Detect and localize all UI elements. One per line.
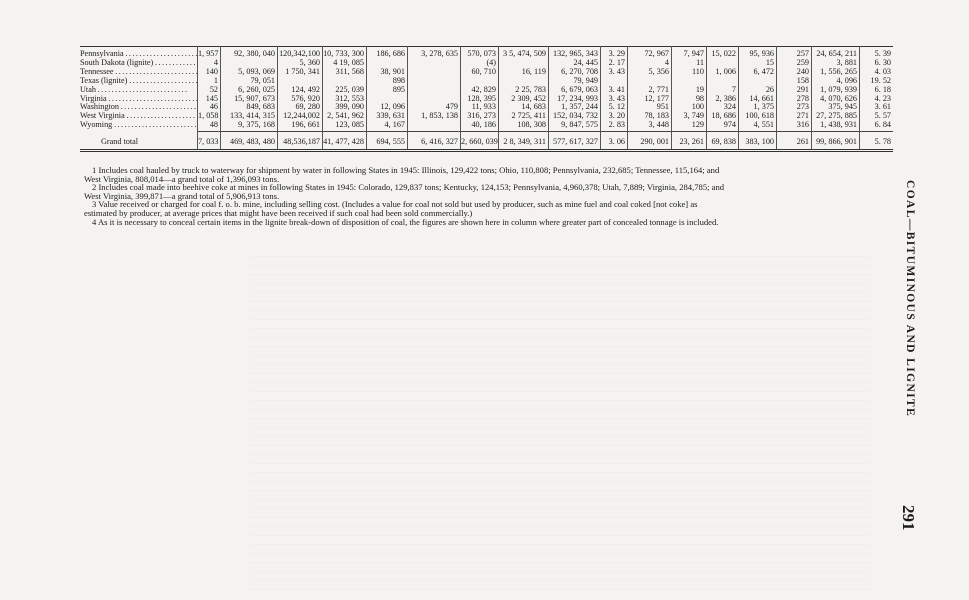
table-cell: 694, 555 — [376, 137, 405, 147]
table-cell: 3, 749 — [683, 111, 704, 121]
table-cell: 145 — [205, 93, 218, 103]
table-cell: 3. 29 — [608, 49, 625, 58]
table-cell: 5, 093, 069 — [238, 66, 275, 76]
table-cell: 6. 30 — [874, 57, 891, 67]
table-cell: 2 25, 783 — [515, 84, 546, 94]
table-cell: 60, 710 — [471, 66, 496, 76]
table-cell: 311, 568 — [335, 66, 364, 76]
table-cell: 1, 079, 939 — [820, 84, 857, 94]
column-separator — [548, 46, 549, 149]
footnote-2: 2 Includes coal made into beehive coke at mines in following States in 1945: Colorado, 129,837 tons; Kentucky, 124,153; Pennsylvania, 4,960,378; Utah, 7,889; Virginia, 284,785; and — [92, 182, 725, 193]
table-cell: 6. 18 — [874, 84, 891, 94]
table-cell: 4. 03 — [874, 66, 891, 76]
running-head: COAL—BITUMINOUS AND LIGNITE — [904, 180, 916, 418]
state-name: West Virginia . . . — [80, 111, 197, 120]
table-cell: 6, 679, 063 — [561, 84, 598, 94]
table-cell: 849, 683 — [246, 102, 275, 112]
table-cell: 2 725, 411 — [511, 111, 546, 121]
table-cell: 128, 395 — [467, 93, 496, 103]
table-cell: 4, 167 — [384, 120, 405, 130]
table-cell: 577, 617, 327 — [552, 137, 598, 147]
table-cell: 2, 771 — [648, 84, 669, 94]
state-name: Texas (lignite) . . . — [80, 76, 197, 85]
table-cell: 11, 933 — [471, 102, 496, 112]
table-cell: 4 — [213, 57, 218, 67]
column-separator — [498, 46, 499, 149]
table-row — [80, 67, 893, 76]
table-cell: 15, 907, 673 — [234, 93, 275, 103]
state-name: Tennessee . . . — [80, 67, 197, 76]
table-cell: 100 — [691, 102, 704, 112]
table-cell: 3. 43 — [608, 93, 625, 103]
table-cell: 576, 920 — [291, 93, 320, 103]
table-cell: 14, 661 — [749, 93, 774, 103]
state-name: Washington . . . — [80, 102, 197, 111]
table-cell: 6, 416, 327 — [421, 137, 458, 147]
footnote-1-continued: West Virginia, 808,014—a grand total of 1,396,093 tons. — [84, 173, 280, 184]
table-cell: 273 — [796, 102, 809, 112]
table-cell: 271 — [796, 111, 809, 121]
table-cell: 24, 445 — [573, 57, 598, 67]
table-cell: 133, 414, 315 — [229, 111, 275, 121]
table-cell: 951 — [656, 102, 669, 112]
table-cell: 4. 23 — [874, 93, 891, 103]
column-separator — [322, 46, 323, 149]
table-cell: 48 — [209, 120, 218, 130]
table-cell: 9, 847, 575 — [561, 120, 598, 130]
state-name: Pennsylvania . . . — [80, 49, 197, 58]
table-cell: 6, 472 — [753, 66, 774, 76]
table-cell: 15, 022 — [711, 49, 736, 58]
table-cell: 1, 357, 244 — [561, 102, 598, 112]
footnotes — [84, 166, 894, 226]
table-cell: 7 — [731, 84, 736, 94]
state-name: South Dakota (lignite) . . . — [80, 58, 197, 67]
table-cell: 316 — [796, 120, 809, 130]
table-cell: 339, 631 — [376, 111, 405, 121]
table-cell: 42, 829 — [471, 84, 496, 94]
table-cell: 132, 965, 343 — [552, 49, 598, 58]
table-cell: 140 — [205, 66, 218, 76]
table-cell: 120,342,100 — [279, 49, 320, 58]
table-cell: 4 19, 085 — [333, 57, 364, 67]
table-cell: 5. 39 — [874, 49, 891, 58]
table-row — [80, 94, 893, 103]
paper-show-through — [250, 250, 870, 590]
table-cell: 570, 073 — [467, 49, 496, 58]
table-cell: 1, 556, 265 — [820, 66, 857, 76]
table-cell: 41, 477, 428 — [323, 137, 364, 147]
table-cell: 1, 438, 931 — [820, 120, 857, 130]
table-total-row — [80, 137, 893, 146]
table-row — [80, 120, 893, 129]
table-cell: 5. 78 — [874, 137, 891, 147]
table-cell: 6. 84 — [874, 120, 891, 130]
table-bottom-rule — [80, 149, 893, 150]
table-cell: 895 — [392, 84, 405, 94]
column-separator — [776, 46, 777, 149]
table-cell: 11 — [696, 57, 704, 67]
column-separator — [220, 46, 221, 149]
table-cell: 12,244,002 — [283, 111, 320, 121]
table-cell: 383, 100 — [745, 137, 774, 147]
table-cell: 2 8, 349, 311 — [503, 137, 546, 147]
table-row — [80, 76, 893, 85]
footnote-4: 4 As it is necessary to conceal certain items in the lignite break-down of disposition of coal, the figures are shown here in column where greater part of concealed tonnage is included. — [92, 216, 719, 227]
state-name: Grand total — [101, 137, 139, 147]
table-cell: 24, 654, 211 — [816, 49, 857, 58]
table-cell: 72, 967 — [644, 49, 669, 58]
table-cell: 291 — [796, 84, 809, 94]
table-cell: 7, 947 — [683, 49, 704, 58]
table-cell: 3 5, 474, 509 — [503, 49, 546, 58]
table-cell: 12, 096 — [380, 102, 405, 112]
table-cell: 2 309, 452 — [511, 93, 546, 103]
table-cell: 12, 177 — [644, 93, 669, 103]
table-cell: (4) — [486, 57, 496, 67]
table-cell: 2. 17 — [608, 57, 625, 67]
table-cell: 2. 83 — [608, 120, 625, 130]
state-name: Utah . . . — [80, 85, 197, 94]
table-cell: 1, 853, 138 — [421, 111, 458, 121]
table-cell: 1, 058 — [198, 111, 219, 121]
table-cell: 99, 866, 901 — [816, 137, 857, 147]
table-cell: 225, 039 — [335, 84, 364, 94]
table-cell: 52 — [209, 84, 218, 94]
table-top-rule — [80, 46, 893, 47]
table-row — [80, 111, 893, 120]
table-cell: 48,536,187 — [283, 137, 320, 147]
table-cell: 2, 541, 962 — [327, 111, 364, 121]
table-cell: 5, 360 — [299, 57, 320, 67]
table-cell: 27, 275, 885 — [816, 111, 857, 121]
table-cell: 123, 085 — [335, 120, 364, 130]
table-cell: 3. 06 — [608, 137, 625, 147]
table-cell: 261 — [796, 137, 809, 147]
table-row — [80, 58, 893, 67]
table-cell: 1, 006 — [715, 66, 736, 76]
footnote-2-continued: West Virginia, 399,871—a grand total of 5,906,913 tons. — [84, 190, 280, 201]
table-cell: 196, 661 — [291, 120, 320, 130]
table-cell: 152, 034, 732 — [552, 111, 598, 121]
table-cell: 5. 57 — [874, 111, 891, 121]
table-cell: 79, 051 — [250, 75, 275, 85]
table-cell: 6, 260, 025 — [238, 84, 275, 94]
column-separator — [671, 46, 672, 149]
table-cell: 16, 119 — [521, 66, 546, 76]
table-cell: 6, 270, 708 — [561, 66, 598, 76]
subtotal-rule — [198, 131, 893, 132]
table-cell: 324 — [723, 102, 736, 112]
page-number: 291 — [899, 505, 918, 531]
table-cell: 3, 881 — [836, 57, 857, 67]
table-cell: 17, 234, 993 — [557, 93, 598, 103]
table-cell: 3. 61 — [874, 102, 891, 112]
table-cell: 479 — [445, 102, 458, 112]
table-cell: 4, 551 — [753, 120, 774, 130]
table-cell: 974 — [723, 120, 736, 130]
table-cell: 399, 090 — [335, 102, 364, 112]
table-cell: 124, 492 — [291, 84, 320, 94]
table-cell: 92, 380, 040 — [234, 49, 275, 58]
table-cell: 898 — [392, 75, 405, 85]
table-cell: 158 — [796, 75, 809, 85]
table-cell: 95, 936 — [749, 49, 774, 58]
column-separator — [627, 46, 628, 149]
table-row — [80, 102, 893, 111]
table-cell: 259 — [796, 57, 809, 67]
column-separator — [277, 46, 278, 149]
table-row — [80, 49, 893, 58]
table-cell: 15 — [765, 57, 774, 67]
table-cell: 278 — [796, 93, 809, 103]
table-cell: 1, 957 — [198, 49, 219, 58]
table-cell: 5. 12 — [608, 102, 625, 112]
table-cell: 19. 52 — [870, 75, 891, 85]
table-cell: 3. 20 — [608, 111, 625, 121]
table-cell: 2, 660, 039 — [461, 137, 498, 147]
table-cell: 316, 273 — [467, 111, 496, 121]
column-separator — [460, 46, 461, 149]
table-cell: 78, 183 — [644, 111, 669, 121]
table-bottom-rule-double — [80, 151, 893, 152]
table-cell: 4, 070, 626 — [820, 93, 857, 103]
column-separator — [811, 46, 812, 149]
table-cell: 7, 033 — [198, 137, 219, 147]
table-cell: 18, 686 — [711, 111, 736, 121]
table-cell: 100, 618 — [745, 111, 774, 121]
column-separator — [600, 46, 601, 149]
table-cell: 26 — [765, 84, 774, 94]
table-cell: 4 — [664, 57, 669, 67]
table-cell: 290, 001 — [640, 137, 669, 147]
table-cell: 1 750, 341 — [285, 66, 320, 76]
column-separator — [706, 46, 707, 149]
table-cell: 5, 356 — [648, 66, 669, 76]
table-cell: 257 — [796, 49, 809, 58]
table-row — [80, 85, 893, 94]
column-separator — [197, 46, 198, 149]
table-cell: 4, 096 — [836, 75, 857, 85]
table-cell: 2, 386 — [715, 93, 736, 103]
state-name: Wyoming . . . — [80, 120, 197, 129]
table-cell: 1 — [213, 75, 218, 85]
table-cell: 240 — [796, 66, 809, 76]
table-cell: 129 — [691, 120, 704, 130]
footnote-3-continued: estimated by producer, at average prices that might have been received if such coal had been sold commercially.) — [84, 207, 473, 218]
table-cell: 23, 261 — [679, 137, 704, 147]
table-cell: 69, 280 — [295, 102, 320, 112]
table-cell: 108, 308 — [517, 120, 546, 130]
column-separator — [859, 46, 860, 149]
table-cell: 14, 683 — [521, 102, 546, 112]
table-cell: 3, 448 — [648, 120, 669, 130]
column-separator — [738, 46, 739, 149]
table-cell: 3. 43 — [608, 66, 625, 76]
table-cell: 312, 553 — [335, 93, 364, 103]
table-cell: 40, 186 — [471, 120, 496, 130]
table-cell: 79, 949 — [573, 75, 598, 85]
table-cell: 3, 278, 635 — [421, 49, 458, 58]
table-cell: 3. 41 — [608, 84, 625, 94]
table-cell: 98 — [695, 93, 704, 103]
table-cell: 10, 733, 300 — [323, 49, 364, 58]
table-cell: 375, 945 — [828, 102, 857, 112]
column-separator — [366, 46, 367, 149]
table-cell: 69, 838 — [711, 137, 736, 147]
column-separator — [407, 46, 408, 149]
table-cell: 46 — [209, 102, 218, 112]
table-cell: 110 — [692, 66, 704, 76]
table-cell: 38, 901 — [380, 66, 405, 76]
table-cell: 1, 375 — [753, 102, 774, 112]
table-cell: 186, 686 — [376, 49, 405, 58]
table-cell: 469, 483, 480 — [229, 137, 275, 147]
table-cell: 19 — [695, 84, 704, 94]
table-cell: 9, 375, 168 — [238, 120, 275, 130]
state-name: Virginia . . . — [80, 94, 197, 103]
footnote-1: 1 Includes coal hauled by truck to waterway for shipment by water in following States in 1945: Illinois, 129,422 tons; Ohio, 110,808; Pennsylvania, 232,685; Tennessee, 115,164; and — [92, 165, 720, 175]
footnote-3: 3 Value received or charged for coal f. o. b. mine, including selling cost. (Includes a value for coal not sold but used by producer, such as mine fuel and coal coked [not coke] as — [92, 199, 698, 210]
